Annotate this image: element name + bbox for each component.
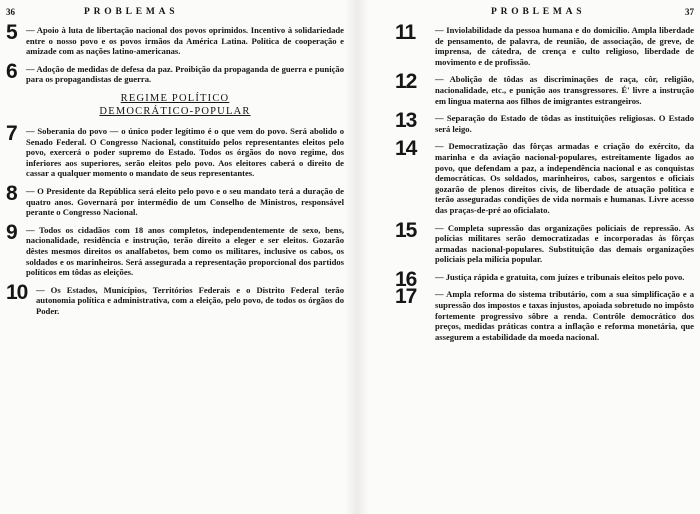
- item-number: 5: [6, 21, 17, 44]
- item-text: — Adoção de medidas de defesa da paz. Proibição da propaganda de guerra e punição para os propagandistas de guerra.: [26, 63, 344, 85]
- item-number: 17: [395, 285, 417, 309]
- item-14: [395, 137, 694, 215]
- item-text: — Completa supressão das organizações policiais de repressão. As polícias militares serão democratizadas e incorporadas às fôrças armadas nacional-populares. Substituição das demais organizações policiais pela milícia popular.: [435, 222, 694, 265]
- item-9: [6, 220, 344, 278]
- item-text: — Abolição de tôdas as discriminações de raça, côr, religião, nacionalidade, etc., e punição aos transgressores. É' livre a instrução em língua materna aos filhos de imigrantes estrangeiros.: [435, 74, 694, 106]
- item-number: 14: [395, 137, 417, 161]
- item-11: [395, 21, 694, 67]
- item-6: [6, 59, 344, 85]
- section-title-line-1: REGIME POLÍTICO: [120, 92, 230, 104]
- item-number: 12: [395, 70, 417, 94]
- item-number: 11: [395, 21, 416, 44]
- section-title: [6, 92, 344, 118]
- item-number: 6: [6, 59, 17, 83]
- item-10: [6, 280, 344, 317]
- page-number-right: 37: [685, 7, 694, 17]
- section-title-line-2: DEMOCRÁTICO-POPULAR: [99, 105, 251, 117]
- item-text: — Democratização das fôrças armadas e criação do exército, da marinha e da aviação nacional-populares, estreitamente ligados ao povo, que defendam a paz, a independência nacional e as conquistas democráticas. Os soldados, marinheiros, cabos, sargentos e oficiais gozarão de plenos direitos civis, de liberdade de atuação política e terão asseguradas condições de vida normais e humanas. Livre acesso das praças-de-pré ao oficialato.: [435, 141, 694, 215]
- item-text: — Todos os cidadãos com 18 anos completos, independentemente de sexo, bens, nacionalidade, residência e instrução, terão direito a eleger e ser eleitos. Gozarão dêstes mesmos direitos os analfabetos, bem como os militares, inclusive os cabos, os soldados e os marinheiros. Será assegurada a representação proporcional dos partidos políticos em tôdas as eleições.: [26, 224, 344, 278]
- item-8: [6, 181, 344, 218]
- item-7: [6, 121, 344, 179]
- item-16: [395, 267, 694, 291]
- running-title-right: PROBLEMAS: [491, 7, 586, 17]
- item-text: — Os Estados, Municípios, Territórios Federais e o Distrito Federal terão autonomia política e administrativa, com a eleição, pelo povo, de todos os órgãos do Poder.: [36, 284, 344, 316]
- item-number: 10: [6, 280, 28, 304]
- item-13: [395, 109, 694, 134]
- item-text: — Soberania do povo — o único poder legítimo é o que vem do povo. Será abolido o Senado Federal. O Congresso Nacional, constituído pelos representantes eleitos pelo povo, exercerá o poder supremo do Estado. Todos os órgãos do novo regime, dos inferiores aos superiores, serão eleitos pelo povo. Aos eleitores caberá o direito de cassar a qualquer momento o mandato de seus representantes.: [26, 125, 344, 179]
- item-number: 7: [6, 121, 17, 145]
- item-text: — O Presidente da República será eleito pelo povo e o seu mandato terá a duração de quatro anos. Governará por intermédio de um Conselho de Ministros, responsável perante o Congresso Nacional.: [26, 185, 344, 218]
- item-text: — Justiça rápida e gratuita, com juízes e tribunais eleitos pelo povo.: [435, 271, 685, 282]
- item-5: [6, 21, 344, 57]
- item-15: [395, 218, 694, 265]
- running-header-right: [395, 7, 694, 25]
- item-text: — Inviolabilidade da pessoa humana e do domicílio. Ampla liberdade de pensamento, de palavra, de reunião, de associação, de greve, de imprensa, de cátedra, de crença e culto religioso, liberdade de movimento e de profissão.: [435, 25, 694, 67]
- running-header-left: [6, 7, 344, 25]
- item-number: 9: [6, 220, 17, 244]
- item-17: [395, 285, 694, 342]
- item-text: — Ampla reforma do sistema tributário, com a sua simplificação e a supressão dos impostos e taxas injustos, apoiada sobretudo no impôsto fortemente progressivo sôbre a renda. Contrôle democrático dos preços, medidas práticas contra a inflação e reforma monetária, que assegurem a estabilidade da moeda nacional.: [435, 289, 694, 342]
- item-number: 16: [395, 267, 417, 291]
- item-number: 15: [395, 218, 417, 242]
- item-number: 13: [395, 109, 417, 133]
- running-title-left: PROBLEMAS: [84, 7, 179, 17]
- item-12: [395, 70, 694, 106]
- page-number-left: 36: [6, 7, 15, 17]
- page-right: [365, 0, 700, 514]
- item-number: 8: [6, 181, 17, 205]
- item-text: — Apoio à luta de libertação nacional dos povos oprimidos. Incentivo à solidariedade entre o nosso povo e os povos irmãos da América Latina. Política de cooperação e amizade com as nações latino-americanas.: [26, 25, 344, 57]
- item-text: — Separação do Estado de tôdas as instituições religiosas. O Estado será leigo.: [435, 113, 694, 134]
